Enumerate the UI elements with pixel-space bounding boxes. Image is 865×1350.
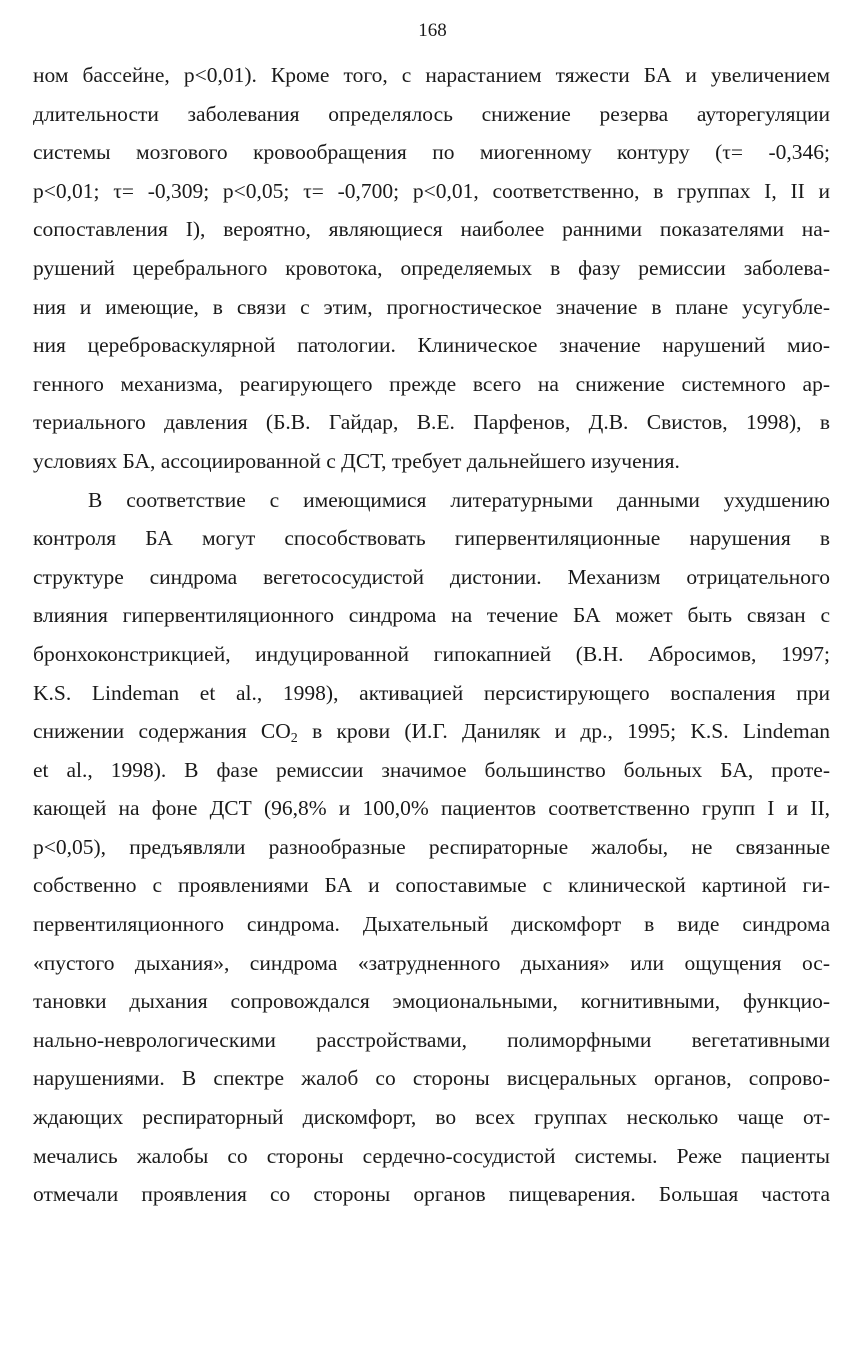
paragraph-last-line: условиях БА, ассоциированной с ДСТ, требует дальнейшего изучения. — [33, 448, 680, 473]
text-line: отмечали проявления со стороны органов пищеварения. Большая частота — [33, 1182, 830, 1207]
text-line: длительности заболевания определялось снижение резерва ауторегуляции — [33, 101, 830, 126]
text-line-co2 — [33, 712, 830, 751]
text-line: p<0,01; τ= -0,309; p<0,05; τ= -0,700; p<0,01, соответственно, в группах I, II и — [33, 178, 830, 203]
paragraph-first-line: В соответствие с имеющимися литературными данными ухудшению — [88, 487, 830, 512]
body-text — [33, 56, 830, 1214]
co2-subscript: 2 — [290, 731, 298, 747]
text-line: сопоставления I), вероятно, являющиеся наиболее ранними показателями на- — [33, 217, 830, 242]
text-line: et al., 1998). В фазе ремиссии значимое большинство больных БА, проте- — [33, 757, 830, 782]
text-line: рушений церебрального кровотока, определяемых в фазу ремиссии заболева- — [33, 255, 830, 280]
text-line: ния цереброваскулярной патологии. Клиническое значение нарушений мио- — [33, 333, 830, 358]
text-line: ния и имеющие, в связи с этим, прогностическое значение в плане усугубле- — [33, 294, 830, 319]
text-line: генного механизма, реагирующего прежде всего на снижение системного ар- — [33, 371, 830, 396]
text-line: тановки дыхания сопровождался эмоциональными, когнитивными, функцио- — [33, 989, 830, 1014]
text-line: «пустого дыхания», синдрома «затрудненного дыхания» или ощущения ос- — [33, 950, 830, 975]
co2-line-start: снижении содержания CO — [33, 719, 291, 744]
text-line: териального давления (Б.В. Гайдар, В.Е. Парфенов, Д.В. Свистов, 1998), в — [33, 410, 830, 435]
co2-line-end: в крови (И.Г. Даниляк и др., 1995; K.S. Lindeman — [297, 719, 830, 744]
text-line: структуре синдрома вегетососудистой дистонии. Механизм отрицательного — [33, 564, 830, 589]
text-line: нарушениями. В спектре жалоб со стороны висцеральных органов, сопрово- — [33, 1066, 830, 1091]
text-line: p<0,05), предъявляли разнообразные респираторные жалобы, не связанные — [33, 834, 830, 859]
text-line: системы мозгового кровообращения по миогенному контуру (τ= -0,346; — [33, 140, 830, 165]
text-line: кающей на фоне ДСТ (96,8% и 100,0% пациентов соответственно групп I и II, — [33, 796, 830, 821]
text-line: влияния гипервентиляционного синдрома на течение БА может быть связан с — [33, 603, 830, 628]
text-line: ном бассейне, p<0,01). Кроме того, с нарастанием тяжести БА и увеличением — [33, 63, 830, 87]
text-line: бронхоконстрикцией, индуцированной гипокапнией (В.Н. Абросимов, 1997; — [33, 641, 830, 666]
text-line: первентиляционного синдрома. Дыхательный дискомфорт в виде синдрома — [33, 912, 830, 937]
text-line: собственно с проявлениями БА и сопоставимые с клинической картиной ги- — [33, 873, 830, 898]
text-line: мечались жалобы со стороны сердечно-сосудистой системы. Реже пациенты — [33, 1143, 830, 1168]
text-line: K.S. Lindeman et al., 1998), активацией персистирующего воспаления при — [33, 680, 830, 705]
page-number: 168 — [418, 20, 447, 41]
text-line: нально-неврологическими расстройствами, полиморфными вегетативными — [33, 1027, 830, 1052]
text-line: ждающих респираторный дискомфорт, во всех группах несколько чаще от- — [33, 1105, 830, 1130]
text-line: контроля БА могут способствовать гипервентиляционные нарушения в — [33, 526, 830, 551]
